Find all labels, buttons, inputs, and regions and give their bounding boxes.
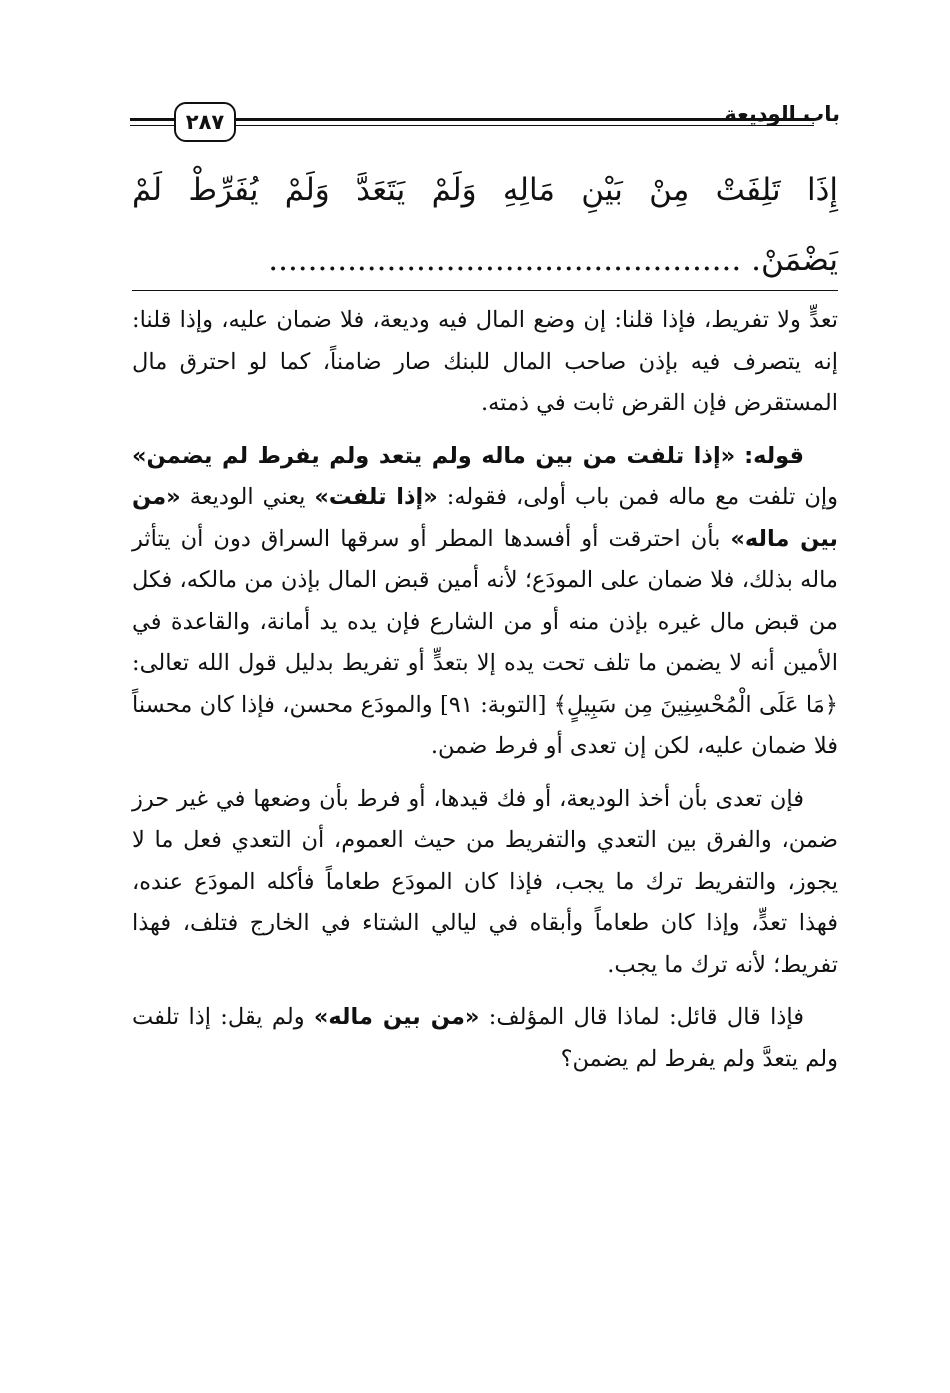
page-number: ٢٨٧ xyxy=(174,102,236,142)
header-rule xyxy=(130,118,174,121)
quoted-phrase: «إذا تلفت» xyxy=(314,484,438,510)
quoted-phrase: «من بين ماله» xyxy=(132,484,838,552)
matn-text xyxy=(132,155,838,295)
qawluhu-label: قوله: xyxy=(744,442,805,469)
quoted-matn: «إذا تلفت من بين ماله ولم يتعد ولم يفرط لم يضمن» xyxy=(132,442,736,469)
paragraph-2: قوله: «إذا تلفت من بين ماله ولم يتعد ولم يفرط لم يضمن» وإن تلفت مع ماله فمن باب أولى، فقوله: «إذا تلفت» يعني الوديعة «من بين ماله» بأن احترقت أو أفسدها المطر أو سرقها السراق دون أن يتأثر ماله بذلك، فلا ضمان على المودَع؛ لأنه أمين قبض المال بإذن من مالكه، فكل من قبض مال غيره بإذن منه أو من الشارع فإن يده يد أمانة، والقاعدة في الأمين أنه لا يضمن ما تلف تحت يده إلا بتعدٍّ أو تفريط بدليل قول الله تعالى: ﴿مَا عَلَى الْمُحْسِنِينَ مِن سَبِيلٍ﴾ [التوبة: ٩١] والمودَع محسن، فإذا كان محسناً فلا ضمان عليه، لكن إن تعدى أو فرط ضمن. xyxy=(132,442,838,759)
matn-divider xyxy=(132,290,838,291)
matn-line-1: إِذَا تَلِفَتْ مِنْ بَيْنِ مَالِهِ وَلَمْ يَتَعَدَّ وَلَمْ يُفَرِّطْ لَمْ xyxy=(132,172,838,208)
quran-verse: ﴿مَا عَلَى الْمُحْسِنِينَ مِن سَبِيلٍ﴾ xyxy=(553,691,838,718)
commentary xyxy=(132,300,838,1091)
matn-dots: ................................................ xyxy=(268,242,742,278)
matn-line-2 xyxy=(132,225,838,295)
quoted-phrase: «من بين ماله» xyxy=(313,1004,480,1030)
matn-word: يَضْمَنْ. xyxy=(751,242,838,278)
page-header xyxy=(130,96,840,146)
paragraph-1: تعدٍّ ولا تفريط، فإذا قلنا: إن وضع المال فيه وديعة، فلا ضمان عليه، وإذا قلنا: إنه يتصرف فيه بإذن صاحب المال للبنك صار ضامناً، كما لو احترق مال المستقرض فإن القرض ثابت في ذمته. xyxy=(132,307,838,416)
paragraph-4: فإذا قال قائل: لماذا قال المؤلف: «من بين ماله» ولم يقل: إذا تلفت ولم يتعدَّ ولم يفرط لم يضمن؟ xyxy=(132,1004,838,1072)
header-rule xyxy=(234,125,814,126)
paragraph-3: فإن تعدى بأن أخذ الوديعة، أو فك قيدها، أو فرط بأن وضعها في غير حرز ضمن، والفرق بين التعدي والتفريط من حيث العموم، أن التعدي فعل ما لا يجوز، والتفريط ترك ما يجب، فإذا كان المودَع طعاماً فأكله المودَع عنده، فهذا تعدٍّ، وإذا كان طعاماً وأبقاه في ليالي الشتاء في الخارج فتلف، فهذا تفريط؛ لأنه ترك ما يجب. xyxy=(132,785,838,978)
header-rule xyxy=(130,125,174,126)
header-rule xyxy=(234,118,814,121)
chapter-title: باب الوديعة xyxy=(724,102,840,126)
